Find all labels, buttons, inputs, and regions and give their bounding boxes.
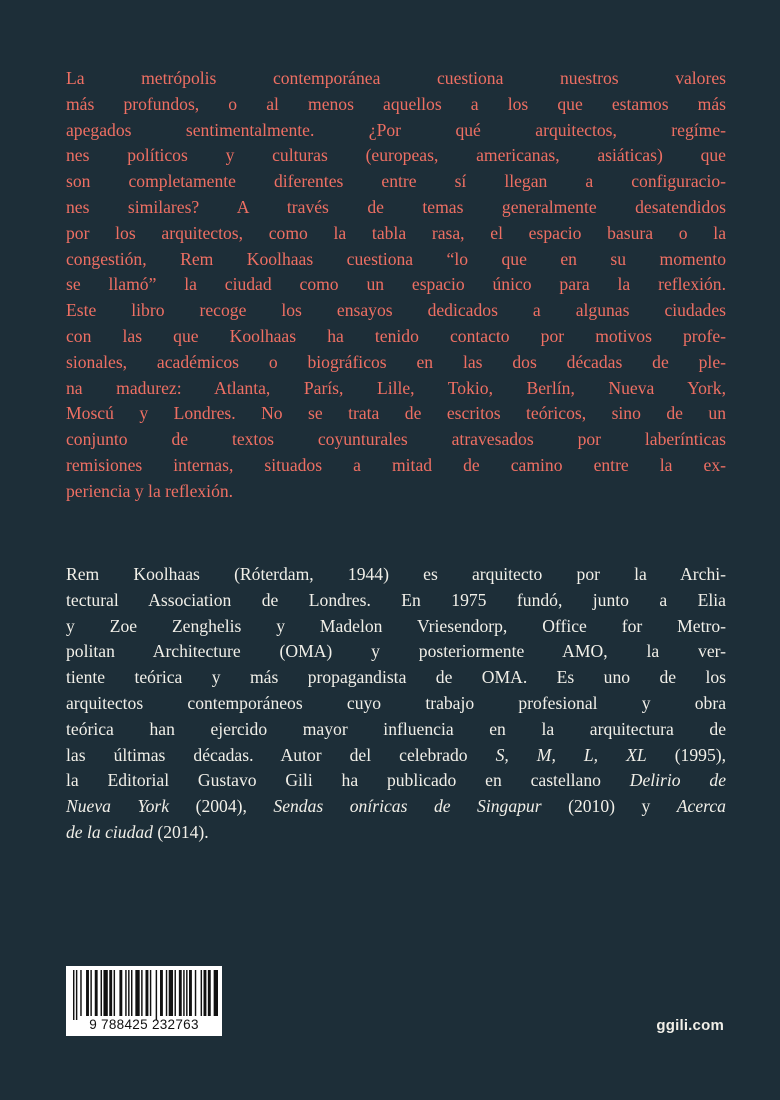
barcode-bar: [186, 970, 187, 1016]
bio-line: Rem Koolhaas (Róterdam, 1944) es arquitecto por la Archi-: [66, 564, 726, 584]
bio-text: (2014).: [152, 821, 209, 842]
barcode-bar: [119, 970, 122, 1016]
synopsis-line: nes políticos y culturas (europeas, americanas, asiáticas) que: [66, 145, 726, 166]
barcode-bar: [150, 970, 151, 1016]
barcode-bar: [175, 970, 176, 1016]
book-title-acerca: de la ciudad: [66, 821, 153, 842]
barcode-bar: [160, 970, 163, 1016]
barcode-bar: [125, 970, 126, 1016]
synopsis-line: La metrópolis contemporánea cuestiona nuestros valores: [66, 68, 726, 88]
isbn-barcode: [66, 966, 222, 1036]
synopsis-line: sionales, académicos o biográficos en las dos décadas de ple-: [66, 351, 726, 372]
bio-text: las últimas décadas. Autor del celebrado: [66, 744, 496, 765]
barcode-bar: [86, 970, 89, 1016]
barcode-bar: [101, 970, 102, 1016]
bio-line: [66, 794, 726, 820]
barcode-bar: [189, 970, 192, 1016]
synopsis-line: más profundos, o al menos aquellos a los que estamos más: [66, 93, 726, 114]
barcode-bar: [166, 970, 167, 1016]
bio-line: y Zoe Zenghelis y Madelon Vriesendorp, Office for Metro-: [66, 615, 726, 636]
synopsis-line: nes similares? A través de temas generalmente desatendidos: [66, 196, 726, 217]
barcode-bar: [208, 970, 211, 1016]
barcode-bar: [80, 970, 81, 1016]
synopsis-line: son completamente diferentes entre sí llegan a configuracio-: [66, 171, 726, 192]
bio-line: [66, 768, 726, 794]
synopsis-paragraph: [66, 66, 726, 505]
bio-line: arquitectos contemporáneos cuyo trabajo profesional y obra: [66, 692, 726, 713]
barcode-bar: [109, 970, 112, 1016]
bio-line: politan Architecture (OMA) y posteriormente AMO, la ver-: [66, 641, 726, 662]
barcode-bar: [73, 970, 74, 1020]
publisher-website[interactable]: ggili.com: [656, 1017, 724, 1034]
barcode-bar: [76, 970, 77, 1020]
barcode-bar: [169, 970, 173, 1016]
book-title-smlxl: S, M, L, XL: [495, 744, 647, 765]
barcode-bar: [183, 970, 184, 1016]
synopsis-line: apegados sentimentalmente. ¿Por qué arquitectos, regíme-: [66, 119, 726, 140]
barcode-bar: [90, 970, 91, 1016]
author-bio-paragraph: [66, 562, 726, 846]
synopsis-line: con las que Koolhaas ha tenido contacto por motivos profe-: [66, 325, 726, 346]
barcode-bar: [201, 970, 202, 1016]
book-title-acerca: Acerca: [676, 796, 726, 817]
bio-line: tectural Association de Londres. En 1975 fundó, junto a Elia: [66, 589, 726, 610]
book-title-sendas: Sendas oníricas de Singapur: [273, 796, 542, 817]
synopsis-line: por los arquitectos, como la tabla rasa, el espacio basura o la: [66, 222, 726, 243]
synopsis-line: congestión, Rem Koolhaas cuestiona “lo que en su momento: [66, 248, 726, 269]
barcode-bar: [179, 970, 182, 1016]
synopsis-line: conjunto de textos coyunturales atravesados por laberínticas: [66, 429, 726, 450]
barcode-bar: [195, 970, 196, 1016]
bio-line: tiente teórica y más propagandista de OMA. Es uno de los: [66, 667, 726, 688]
barcode-bar: [131, 970, 132, 1016]
barcode-bar: [103, 970, 107, 1016]
bio-line: [66, 820, 726, 846]
bio-line: [66, 743, 726, 769]
bio-text: (2010) y: [541, 796, 677, 817]
synopsis-line: remisiones internas, situados a mitad de camino entre la ex-: [66, 454, 726, 475]
book-title-delirio: Delirio de: [629, 770, 726, 791]
bio-text: la Editorial Gustavo Gili ha publicado en castellano: [66, 770, 630, 791]
synopsis-line: Este libro recoge los ensayos dedicados a algunas ciudades: [66, 300, 726, 321]
barcode-bar: [114, 970, 115, 1016]
isbn-digits: 9 788425 232763: [89, 1017, 199, 1032]
barcode-bar: [204, 970, 207, 1016]
synopsis-line: periencia y la reflexión.: [66, 480, 234, 501]
barcode-bar: [156, 970, 157, 1020]
barcode-bar: [141, 970, 142, 1016]
book-title-delirio: Nueva York: [66, 796, 170, 817]
barcode-bar: [135, 970, 139, 1016]
barcode-bar: [128, 970, 129, 1016]
bio-text: (2004),: [169, 796, 274, 817]
barcode-bar: [214, 970, 218, 1016]
barcode-bar: [146, 970, 149, 1016]
synopsis-line: Moscú y Londres. No se trata de escritos teóricos, sino de un: [66, 403, 726, 424]
synopsis-line: se llamó” la ciudad como un espacio único para la reflexión.: [66, 274, 726, 295]
synopsis-line: na madurez: Atlanta, París, Lille, Tokio, Berlín, Nueva York,: [66, 377, 726, 398]
barcode-bar: [95, 970, 98, 1016]
bio-text: (1995),: [646, 744, 726, 765]
bio-line: teórica han ejercido mayor influencia en la arquitectura de: [66, 718, 726, 739]
